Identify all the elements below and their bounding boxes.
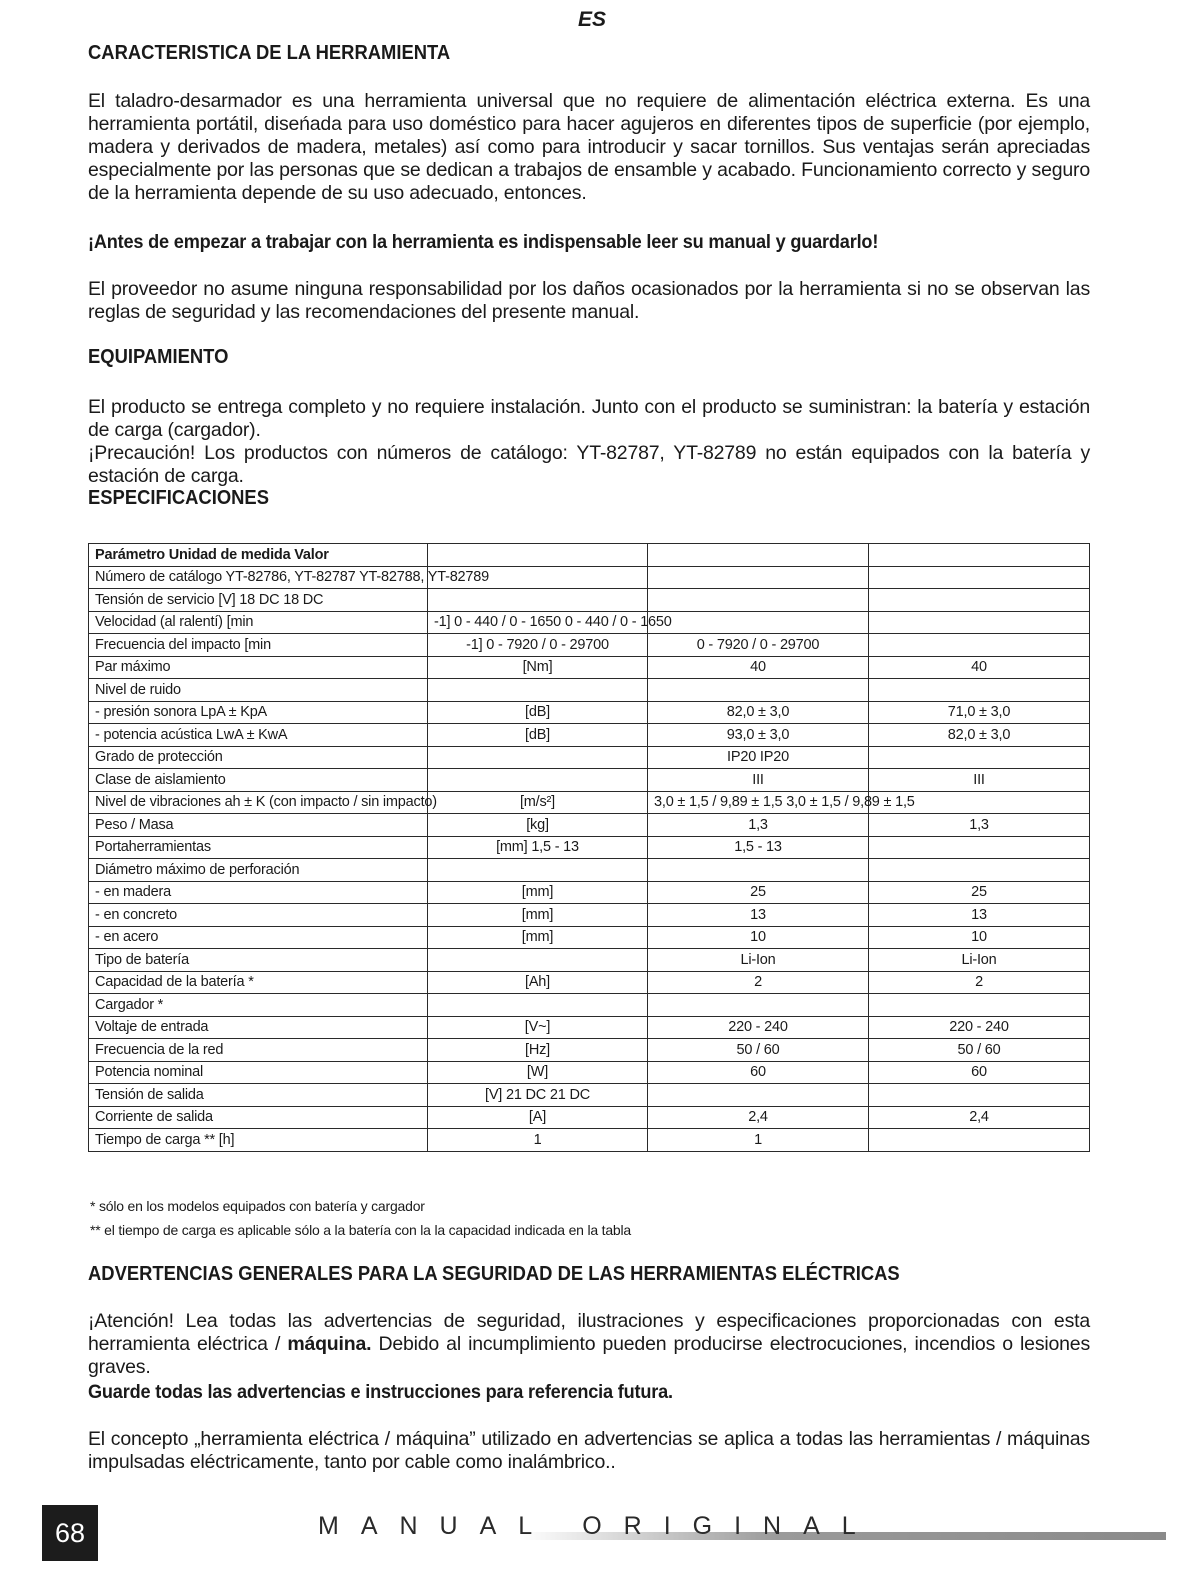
- table-cell: Nivel de ruido: [89, 679, 428, 702]
- table-cell: 1,3: [648, 814, 869, 837]
- table-cell: Portaherramientas: [89, 836, 428, 859]
- equipamiento-paragraph: El producto se entrega completo y no requiere instalación. Junto con el producto se suministran: la batería y estación de carga (cargador).: [88, 396, 1090, 441]
- table-row: [89, 971, 1090, 994]
- precaution-paragraph: ¡Precaución! Los productos con números de catálogo: YT-82787, YT-82789 no están equipados con la batería y estación de carga.: [88, 442, 1090, 487]
- table-cell: 3,0 ± 1,5 / 9,89 ± 1,5 3,0 ± 1,5 / 9,89 ± 1,5: [648, 791, 869, 814]
- attention-text-bold: máquina.: [287, 1333, 372, 1355]
- table-cell: 2: [648, 971, 869, 994]
- table-row: [89, 1106, 1090, 1129]
- table-row: [89, 634, 1090, 657]
- table-cell: Clase de aislamiento: [89, 769, 428, 792]
- manual-warning: ¡Antes de empezar a trabajar con la herramienta es indispensable leer su manual y guardarlo!: [88, 231, 879, 253]
- table-cell: [Nm]: [428, 656, 648, 679]
- table-cell: 2,4: [648, 1106, 869, 1129]
- table-cell: Corriente de salida: [89, 1106, 428, 1129]
- table-row: [89, 949, 1090, 972]
- table-cell: Tensión de salida: [89, 1084, 428, 1107]
- table-cell: [869, 611, 1090, 634]
- table-cell: [869, 589, 1090, 612]
- table-cell: Frecuencia de la red: [89, 1039, 428, 1062]
- table-cell: [428, 589, 648, 612]
- table-cell: Parámetro Unidad de medida Valor: [89, 544, 428, 567]
- table-row: [89, 994, 1090, 1017]
- table-cell: - en acero: [89, 926, 428, 949]
- table-row: [89, 814, 1090, 837]
- keep-warnings: Guarde todas las advertencias e instrucciones para referencia futura.: [88, 1381, 673, 1403]
- table-row: [89, 589, 1090, 612]
- table-cell: 10: [869, 926, 1090, 949]
- table-cell: 71,0 ± 3,0: [869, 701, 1090, 724]
- table-cell: [869, 859, 1090, 882]
- table-row: [89, 836, 1090, 859]
- page-number: 68: [42, 1505, 98, 1561]
- table-row: [89, 656, 1090, 679]
- table-cell: [648, 859, 869, 882]
- table-row: [89, 611, 1090, 634]
- table-cell: [428, 746, 648, 769]
- table-cell: 50 / 60: [869, 1039, 1090, 1062]
- table-cell: Potencia nominal: [89, 1061, 428, 1084]
- table-cell: Voltaje de entrada: [89, 1016, 428, 1039]
- table-cell: 60: [869, 1061, 1090, 1084]
- table-cell: 40: [648, 656, 869, 679]
- table-cell: 82,0 ± 3,0: [648, 701, 869, 724]
- attention-text-c: Debido al incumplimiento pueden producirse electrocuciones, incendios o lesiones graves.: [88, 1333, 1090, 1378]
- concept-paragraph: El concepto „herramienta eléctrica / máquina” utilizado en advertencias se aplica a todas las herramientas / máquinas impulsadas eléctricamente, tanto por cable como inalámbrico..: [88, 1428, 1090, 1473]
- table-note-1: * sólo en los modelos equipados con batería y cargador: [90, 1198, 425, 1214]
- table-cell: 0 - 7920 / 0 - 29700: [648, 634, 869, 657]
- table-cell: III: [869, 769, 1090, 792]
- table-cell: [mm]: [428, 926, 648, 949]
- table-cell: [869, 746, 1090, 769]
- table-cell: [428, 949, 648, 972]
- table-cell: 220 - 240: [869, 1016, 1090, 1039]
- table-cell: Li-Ion: [648, 949, 869, 972]
- table-cell: Grado de protección: [89, 746, 428, 769]
- table-row: [89, 746, 1090, 769]
- table-cell: [428, 769, 648, 792]
- table-cell: [Hz]: [428, 1039, 648, 1062]
- table-cell: [428, 544, 648, 567]
- attention-paragraph: [88, 1310, 1090, 1379]
- table-cell: Número de catálogo YT-82786, YT-82787 YT-82788, YT-82789: [89, 566, 428, 589]
- table-row: [89, 1084, 1090, 1107]
- table-cell: Peso / Masa: [89, 814, 428, 837]
- table-cell: -1] 0 - 440 / 0 - 1650 0 - 440 / 0 - 1650: [428, 611, 648, 634]
- table-cell: - en concreto: [89, 904, 428, 927]
- table-cell: -1] 0 - 7920 / 0 - 29700: [428, 634, 648, 657]
- caracteristica-paragraph: El taladro-desarmador es una herramienta universal que no requiere de alimentación eléctrica externa. Es una herramienta portátil, diseńada para uso doméstico para hacer agujeros en diferentes tipos de superficie (por ejemplo, madera y derivados de madera, metales) así como para introducir y sacar tornillos. Sus ventajas serán apreciadas especialmente por las personas que se dedican a trabajos de ensamble y acabado. Funcionamiento correcto y seguro de la herramienta depende de su uso adecuado, entonces.: [88, 90, 1090, 204]
- table-row: [89, 769, 1090, 792]
- table-cell: Diámetro máximo de perforación: [89, 859, 428, 882]
- table-cell: 13: [648, 904, 869, 927]
- table-cell: 25: [869, 881, 1090, 904]
- table-cell: [mm]: [428, 881, 648, 904]
- table-cell: - presión sonora LpA ± KpA: [89, 701, 428, 724]
- table-cell: [648, 679, 869, 702]
- table-cell: Velocidad (al ralentí) [min: [89, 611, 428, 634]
- table-cell: IP20 IP20: [648, 746, 869, 769]
- table-cell: [869, 1129, 1090, 1152]
- table-row: [89, 859, 1090, 882]
- table-cell: 1: [648, 1129, 869, 1152]
- table-cell: [869, 566, 1090, 589]
- table-cell: [W]: [428, 1061, 648, 1084]
- table-cell: [A]: [428, 1106, 648, 1129]
- table-cell: [648, 566, 869, 589]
- table-cell: 82,0 ± 3,0: [869, 724, 1090, 747]
- table-cell: Tensión de servicio [V] 18 DC 18 DC: [89, 589, 428, 612]
- table-cell: 25: [648, 881, 869, 904]
- table-row: [89, 679, 1090, 702]
- table-cell: 50 / 60: [648, 1039, 869, 1062]
- table-cell: [dB]: [428, 724, 648, 747]
- table-cell: Nivel de vibraciones ah ± K (con impacto / sin impacto): [89, 791, 428, 814]
- table-row: [89, 566, 1090, 589]
- table-cell: 93,0 ± 3,0: [648, 724, 869, 747]
- table-cell: Capacidad de la batería *: [89, 971, 428, 994]
- table-cell: [428, 679, 648, 702]
- table-row: [89, 1016, 1090, 1039]
- table-cell: Tiempo de carga ** [h]: [89, 1129, 428, 1152]
- responsibility-paragraph: El proveedor no asume ninguna responsabilidad por los daños ocasionados por la herramienta si no se observan las reglas de seguridad y las recomendaciones del presente manual.: [88, 278, 1090, 323]
- table-cell: Li-Ion: [869, 949, 1090, 972]
- table-cell: [869, 1084, 1090, 1107]
- table-cell: 10: [648, 926, 869, 949]
- table-cell: [648, 611, 869, 634]
- table-cell: [m/s²]: [428, 791, 648, 814]
- table-cell: [648, 589, 869, 612]
- table-cell: 60: [648, 1061, 869, 1084]
- table-cell: 1,5 - 13: [648, 836, 869, 859]
- table-cell: [648, 994, 869, 1017]
- table-row: [89, 881, 1090, 904]
- table-row: [89, 1039, 1090, 1062]
- table-row: [89, 1129, 1090, 1152]
- table-cell: Frecuencia del impacto [min: [89, 634, 428, 657]
- footer-title: MANUAL ORIGINAL: [318, 1512, 878, 1540]
- table-cell: [Ah]: [428, 971, 648, 994]
- table-cell: 1: [428, 1129, 648, 1152]
- table-cell: [869, 994, 1090, 1017]
- table-cell: 13: [869, 904, 1090, 927]
- table-row: [89, 724, 1090, 747]
- table-cell: [428, 994, 648, 1017]
- table-cell: - en madera: [89, 881, 428, 904]
- table-cell: Tipo de batería: [89, 949, 428, 972]
- language-code: ES: [577, 8, 606, 31]
- table-cell: [428, 859, 648, 882]
- table-cell: [dB]: [428, 701, 648, 724]
- table-row: [89, 904, 1090, 927]
- table-cell: 2,4: [869, 1106, 1090, 1129]
- table-cell: [869, 634, 1090, 657]
- section-title-equipamiento: EQUIPAMIENTO: [88, 346, 229, 368]
- table-cell: [V] 21 DC 21 DC: [428, 1084, 648, 1107]
- table-cell: [mm] 1,5 - 13: [428, 836, 648, 859]
- table-cell: [869, 679, 1090, 702]
- attention-text-a: ¡Atención! Lea todas las advertencias de seguridad, ilustraciones y especificaciones proporcionadas con esta herramienta eléctrica /: [88, 1310, 1090, 1355]
- table-cell: [648, 1084, 869, 1107]
- table-cell: 220 - 240: [648, 1016, 869, 1039]
- table-row: [89, 1061, 1090, 1084]
- table-cell: Cargador *: [89, 994, 428, 1017]
- table-cell: [648, 544, 869, 567]
- table-cell: Par máximo: [89, 656, 428, 679]
- specifications-table: [88, 543, 1090, 1152]
- table-row: [89, 791, 1090, 814]
- table-cell: III: [648, 769, 869, 792]
- table-cell: [869, 836, 1090, 859]
- table-cell: [mm]: [428, 904, 648, 927]
- table-cell: 1,3: [869, 814, 1090, 837]
- table-cell: 40: [869, 656, 1090, 679]
- table-note-2: ** el tiempo de carga es aplicable sólo a la batería con la la capacidad indicada en la tabla: [90, 1222, 631, 1238]
- table-row: [89, 926, 1090, 949]
- table-row: [89, 544, 1090, 567]
- table-cell: [V~]: [428, 1016, 648, 1039]
- table-cell: 2: [869, 971, 1090, 994]
- section-title-especificaciones: ESPECIFICACIONES: [88, 487, 269, 509]
- section-title-caracteristica: CARACTERISTICA DE LA HERRAMIENTA: [88, 42, 451, 64]
- table-cell: [869, 544, 1090, 567]
- section-title-advertencias: ADVERTENCIAS GENERALES PARA LA SEGURIDAD DE LAS HERRAMIENTAS ELÉCTRICAS: [88, 1263, 900, 1285]
- table-row: [89, 701, 1090, 724]
- table-cell: - potencia acústica LwA ± KwA: [89, 724, 428, 747]
- table-cell: [kg]: [428, 814, 648, 837]
